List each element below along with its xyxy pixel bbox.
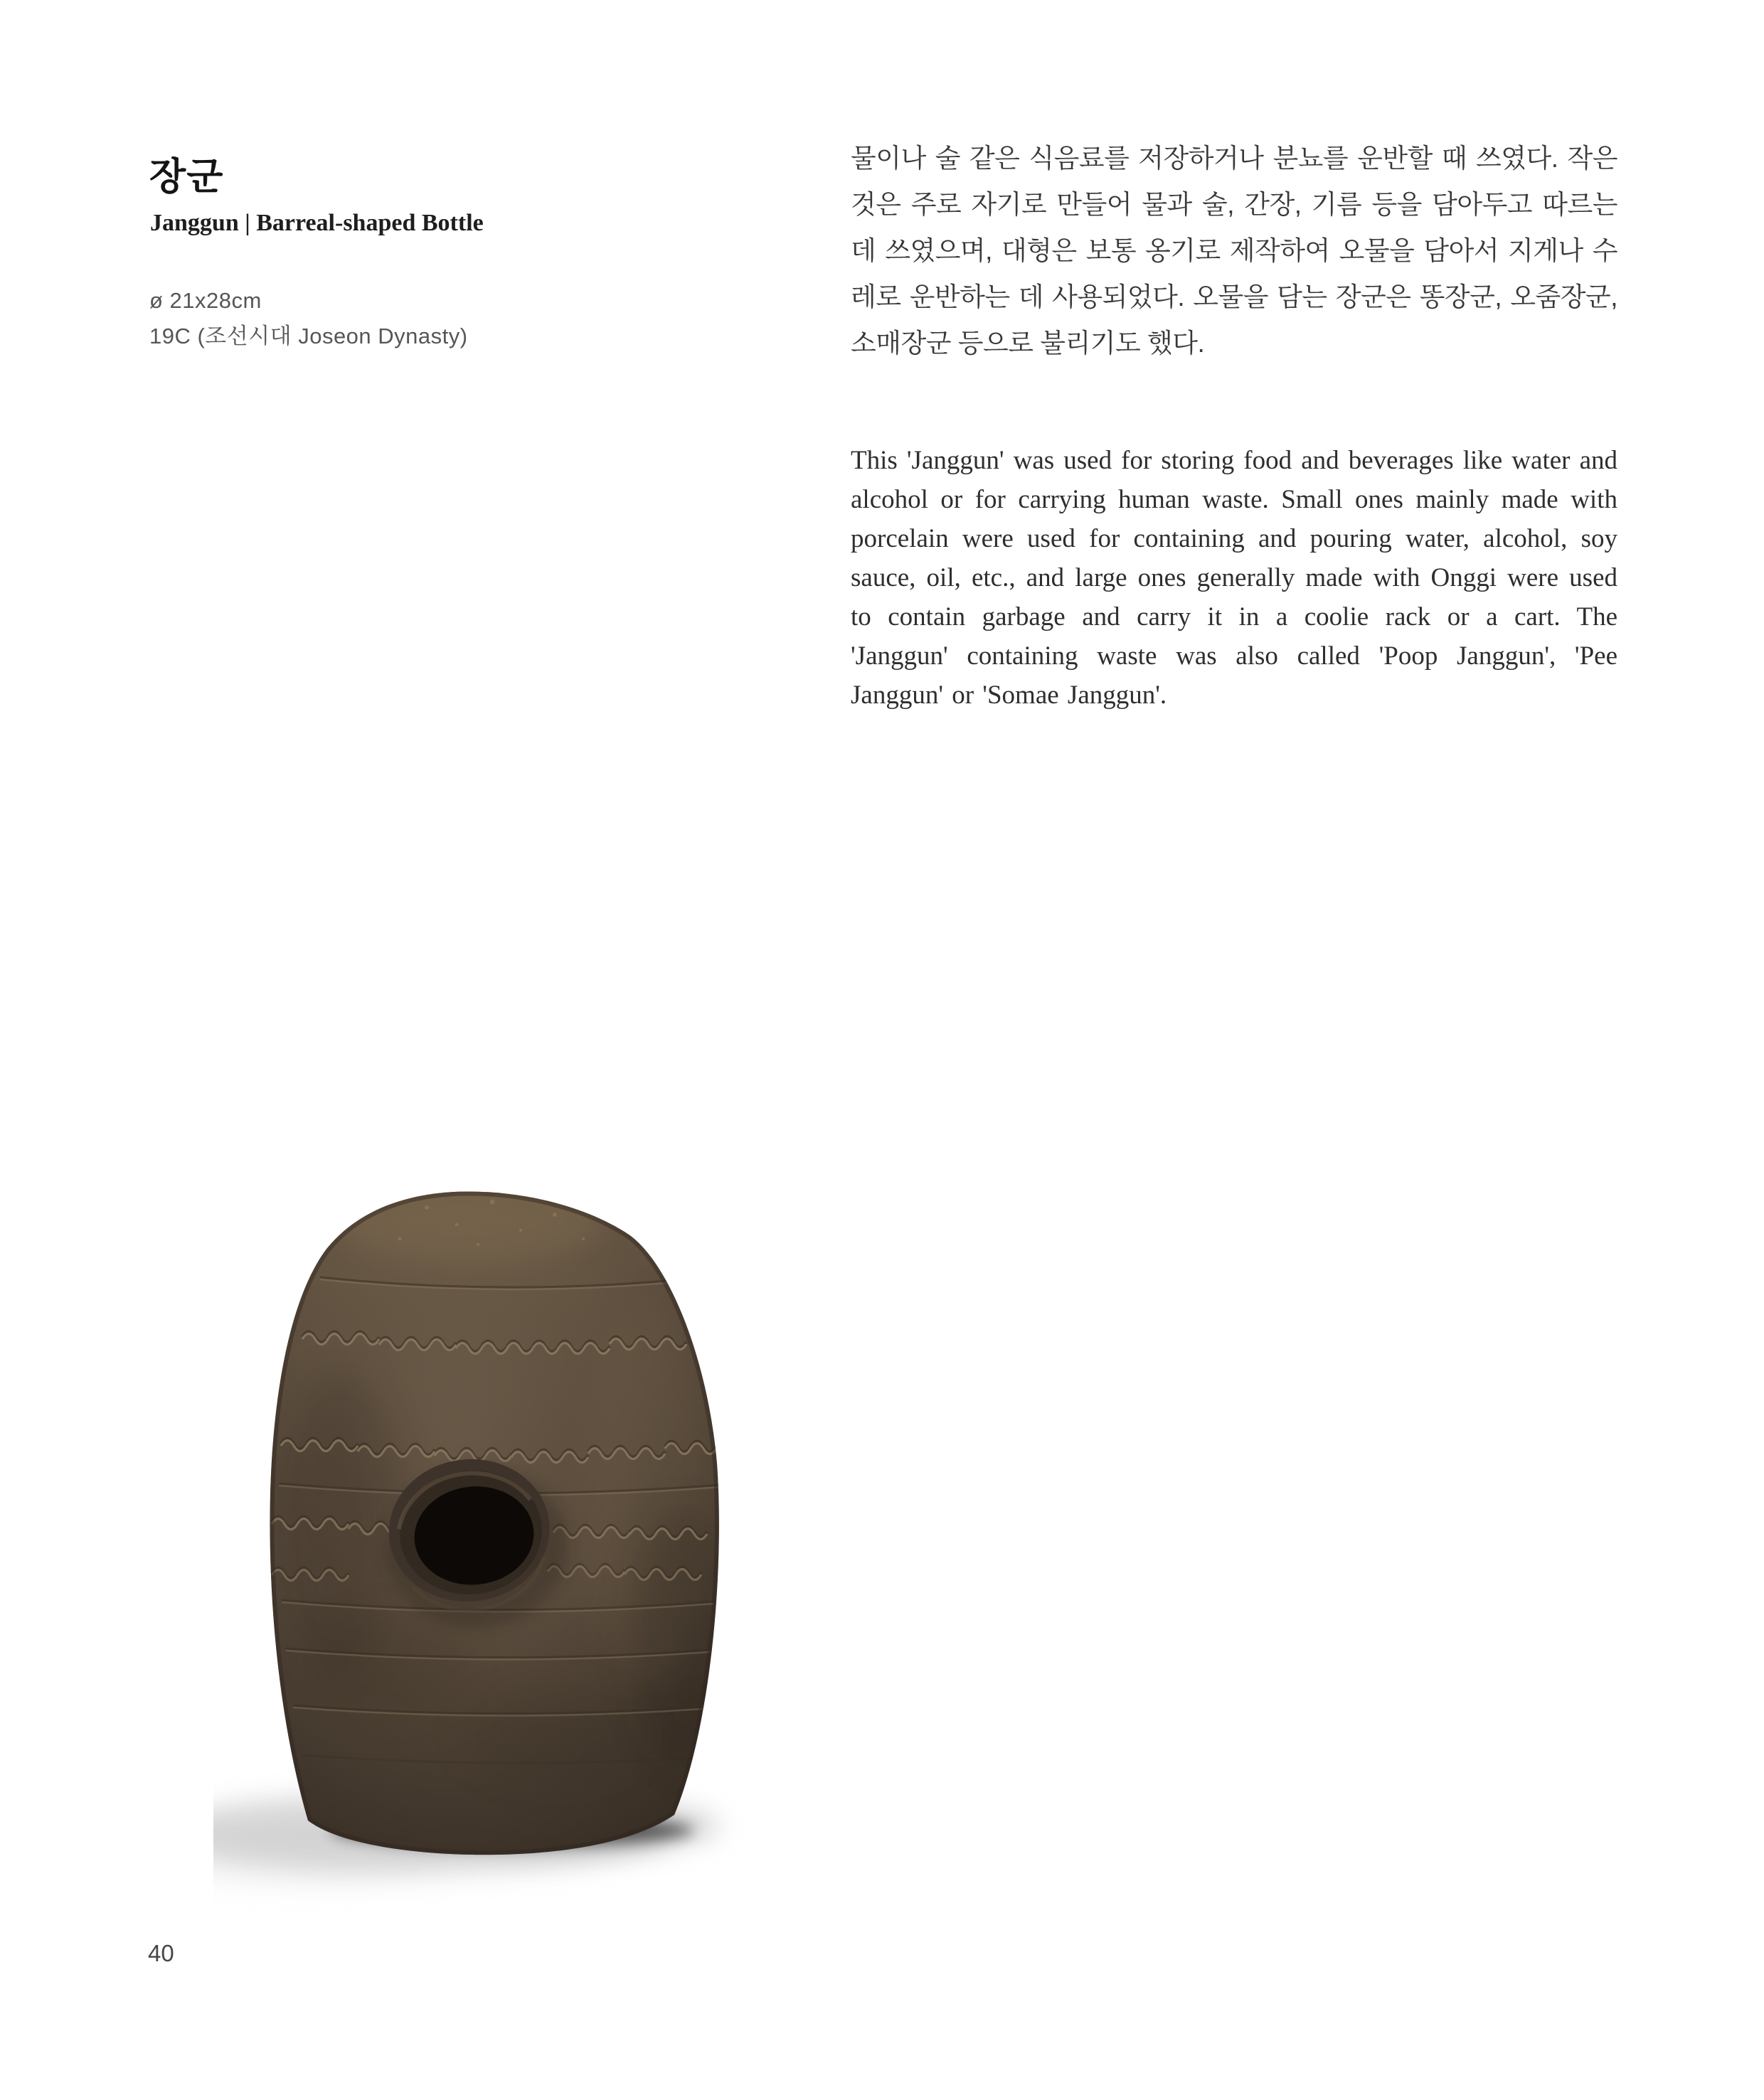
artifact-specs [149,283,468,354]
artifact-title-english: Janggun | Barreal-shaped Bottle [150,210,484,236]
artifact-period: 19C (조선시대 Joseon Dynasty) [149,324,468,348]
page-number: 40 [148,1940,174,1966]
description-korean: 물이나 술 같은 식음료를 저장하거나 분뇨를 운반할 때 쓰였다. 작은 것은 주로 자기로 만들어 물과 술, 간장, 기름 등을 담아두고 따르는 데 쓰였으며, 대형은 보통 옹기로 제작하여 오물을 담아서 지게나 수레로 운반하는 데 사용되었다. 오물을 담는 장군은 똥장군, 오줌장군, 소매장군 등으로 불리기도 했다. [851,144,1617,358]
artifact-photo [213,1138,782,1956]
artifact-title-korean: 장군 [149,156,224,198]
artifact-dimensions: ø 21x28cm [149,288,262,313]
description-english: This 'Janggun' was used for storing food and beverages like water and alcohol or for carrying human waste. Small ones mainly made with porcelain were used for containing and pouring water, alcohol, soy sauce, oil, etc., and large ones generally made with Onggi were used to contain garbage and carry it in a coolie rack or a cart. The 'Janggun' containing waste was also called 'Poop Janggun', 'Pee Janggun' or 'Somae Janggun'. [851,446,1617,710]
